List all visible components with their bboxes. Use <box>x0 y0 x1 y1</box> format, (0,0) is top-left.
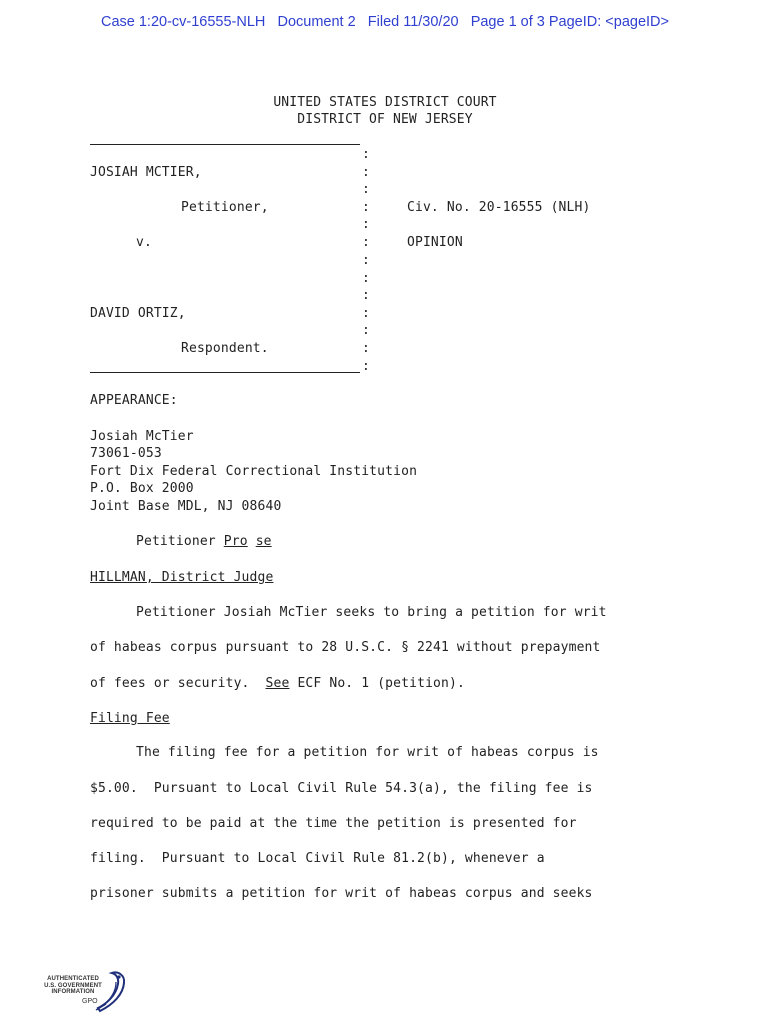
filed-date: Filed 11/30/20 <box>367 14 459 30</box>
appearance-heading: APPEARANCE: <box>90 393 178 408</box>
respondent-name: DAVID ORTIZ, <box>90 306 186 321</box>
body-line: Petitioner Josiah McTier seeks to bring a petition for writ <box>136 605 607 620</box>
respondent-role: Respondent. <box>181 341 269 356</box>
role-se: se <box>255 534 272 549</box>
seal-line: INFORMATION <box>51 989 95 995</box>
caption-colon: : <box>362 288 370 303</box>
caption-colon: : <box>362 165 370 180</box>
body-line: $5.00. Pursuant to Local Civil Rule 54.3(a), the filing fee is <box>90 781 593 796</box>
section-heading: Filing Fee <box>90 711 170 726</box>
seal-gpo-label: GPO <box>82 998 98 1005</box>
judge-heading: HILLMAN, District Judge <box>90 570 274 585</box>
body-line <box>90 675 465 692</box>
page-info: Page 1 of 3 PageID: <pageID> <box>470 14 670 30</box>
appearance-name: Josiah McTier <box>90 429 194 444</box>
appearance-facility: Fort Dix Federal Correctional Institution <box>90 464 418 479</box>
court-district: DISTRICT OF NEW JERSEY <box>297 112 473 127</box>
appearance-city: Joint Base MDL, NJ 08640 <box>90 499 282 514</box>
caption-colon: : <box>362 235 370 250</box>
body-line: The filing fee for a petition for writ of habeas corpus is <box>136 745 599 760</box>
ecf-header <box>0 14 770 30</box>
caption-bottom-rule <box>90 372 360 373</box>
document-type: OPINION <box>407 235 463 250</box>
appearance-number: 73061-053 <box>90 446 162 461</box>
caption-colon: : <box>362 306 370 321</box>
caption-colon: : <box>362 323 370 338</box>
seal-line: AUTHENTICATED <box>47 976 99 982</box>
appearance-role <box>136 533 272 550</box>
body-line: filing. Pursuant to Local Civil Rule 81.2(b), whenever a <box>90 851 545 866</box>
caption-colon: : <box>362 341 370 356</box>
role-pro: Pro <box>223 534 248 549</box>
caption-colon: : <box>362 182 370 197</box>
caption-top-rule <box>90 144 360 145</box>
body-line: prisoner submits a petition for writ of habeas corpus and seeks <box>90 886 593 901</box>
caption-colon: : <box>362 200 370 215</box>
appearance-box: P.O. Box 2000 <box>90 481 194 496</box>
body-line: required to be paid at the time the petition is presented for <box>90 816 577 831</box>
caption-colon: : <box>362 359 370 374</box>
body-text: ECF No. 1 (petition). <box>297 676 465 691</box>
gpo-seal <box>42 966 132 1018</box>
caption-colon: : <box>362 147 370 162</box>
seal-line: U.S. GOVERNMENT <box>44 982 102 989</box>
case-number: Case 1:20-cv-16555-NLH <box>100 14 266 30</box>
civil-number: Civ. No. 20-16555 (NLH) <box>407 200 591 215</box>
body-line: of habeas corpus pursuant to 28 U.S.C. § 2241 without prepayment <box>90 640 601 655</box>
document-number: Document 2 <box>277 14 356 30</box>
eagle-icon <box>92 970 128 1014</box>
caption-colon: : <box>362 217 370 232</box>
role-prefix: Petitioner <box>136 534 216 549</box>
court-name: UNITED STATES DISTRICT COURT <box>273 95 497 110</box>
versus-label: v. <box>136 235 152 250</box>
petitioner-role: Petitioner, <box>181 200 269 215</box>
petitioner-name: JOSIAH MCTIER, <box>90 165 202 180</box>
caption-colon: : <box>362 271 370 286</box>
body-text: of fees or security. <box>90 676 250 691</box>
caption-colon: : <box>362 253 370 268</box>
citation-signal-see: See <box>265 676 290 691</box>
